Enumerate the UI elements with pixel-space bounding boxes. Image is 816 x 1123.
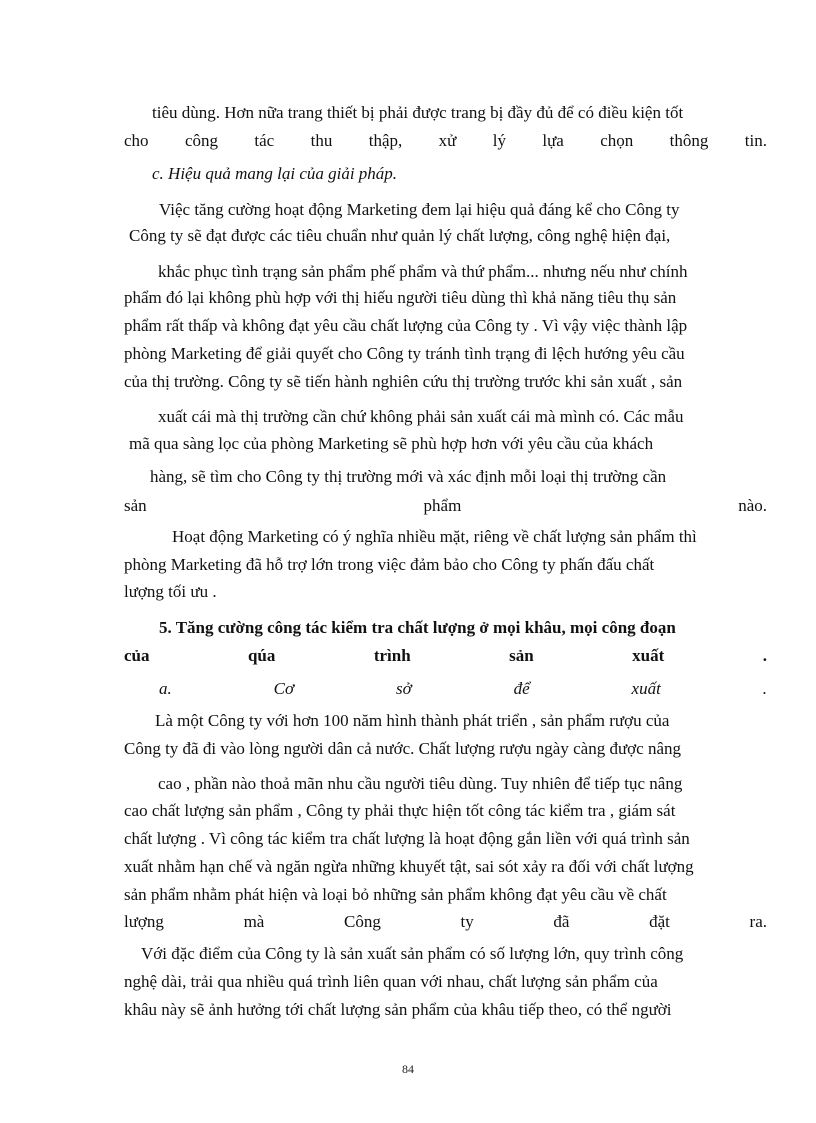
text-line: tiêu dùng. Hơn nữa trang thiết bị phải được trang bị đầy đủ để có điều kiện tốt xyxy=(152,103,684,122)
text-line: xuất cái mà thị trường cần chứ không phải sản xuất cái mà mình có. Các mẫu xyxy=(158,407,684,426)
text-line: Với đặc điểm của Công ty là sản xuất sản phẩm có số lượng lớn, quy trình công xyxy=(141,944,684,963)
text-line: khâu này sẽ ảnh hưởng tới chất lượng sản phẩm của khâu tiếp theo, có thể người xyxy=(124,1000,672,1019)
text-line: của thị trường. Công ty sẽ tiến hành nghiên cứu thị trường trước khi sản xuất , sản xyxy=(124,372,683,391)
text-line: lượng tối ưu . xyxy=(124,582,217,601)
text-line: cao chất lượng sản phẩm , Công ty phải thực hiện tốt công tác kiểm tra , giám sát xyxy=(124,801,676,820)
section-heading-5: 5. Tăng cường công tác kiểm tra chất lượng ở mọi khâu, mọi công đoạn xyxy=(159,618,676,637)
text-line: nghệ dài, trải qua nhiều quá trình liên quan với nhau, chất lượng sản phẩm của xyxy=(124,972,658,991)
text-line: chất lượng . Vì công tác kiểm tra chất lượng là hoạt động gắn liền với quá trình sản xyxy=(124,829,690,848)
text-line: Là một Công ty với hơn 100 năm hình thành phát triển , sản phẩm rượu của xyxy=(155,711,670,730)
section-heading-5-cont: của qúa trình sản xuất . xyxy=(124,646,767,665)
text-line: khắc phục tình trạng sản phẩm phế phẩm và thứ phẩm... nhưng nếu như chính xyxy=(158,262,688,281)
text-line: xuất nhằm hạn chế và ngăn ngừa những khuyết tật, sai sót xảy ra đối với chất lượng xyxy=(124,857,694,876)
text-line: phòng Marketing để giải quyết cho Công ty tránh tình trạng đi lệch hướng yêu cầu xyxy=(124,344,685,363)
text-line: mã qua sàng lọc của phòng Marketing sẽ phù hợp hơn với yêu cầu của khách xyxy=(129,434,654,453)
text-line: phẩm đó lại không phù hợp với thị hiếu người tiêu dùng thì khả năng tiêu thụ sản xyxy=(124,288,677,307)
text-line: lượng mà Công ty đã đặt ra. xyxy=(124,912,767,931)
text-line: Hoạt động Marketing có ý nghĩa nhiều mặt, riêng về chất lượng sản phẩm thì xyxy=(172,527,697,546)
section-heading-a: a. Cơ sở để xuất . xyxy=(159,679,767,698)
text-line: sản phẩm nào. xyxy=(124,496,767,515)
text-line: Việc tăng cường hoạt động Marketing đem lại hiệu quả đáng kể cho Công ty xyxy=(159,200,680,219)
text-line: hàng, sẽ tìm cho Công ty thị trường mới và xác định mỗi loại thị trường cần xyxy=(150,467,667,486)
text-line: cho công tác thu thập, xử lý lựa chọn thông tin. xyxy=(124,131,767,150)
text-line: phẩm rất thấp và không đạt yêu cầu chất lượng của Công ty . Vì vậy việc thành lập xyxy=(124,316,688,335)
text-line: Công ty sẽ đạt được các tiêu chuẩn như quản lý chất lượng, công nghệ hiện đại, xyxy=(129,226,671,245)
text-line: Công ty đã đi vào lòng người dân cả nước. Chất lượng rượu ngày càng được nâng xyxy=(124,739,681,758)
text-line: cao , phần nào thoả mãn nhu cầu người tiêu dùng. Tuy nhiên để tiếp tục nâng xyxy=(158,774,683,793)
text-line: sản phẩm nhằm phát hiện và loại bỏ những sản phẩm không đạt yêu cầu về chất xyxy=(124,885,667,904)
page-number: 84 xyxy=(402,1062,414,1076)
text-line: phòng Marketing đã hỗ trợ lớn trong việc đảm bảo cho Công ty phấn đấu chất xyxy=(124,555,655,574)
section-heading-c: c. Hiệu quả mang lại của giải pháp. xyxy=(152,164,398,183)
